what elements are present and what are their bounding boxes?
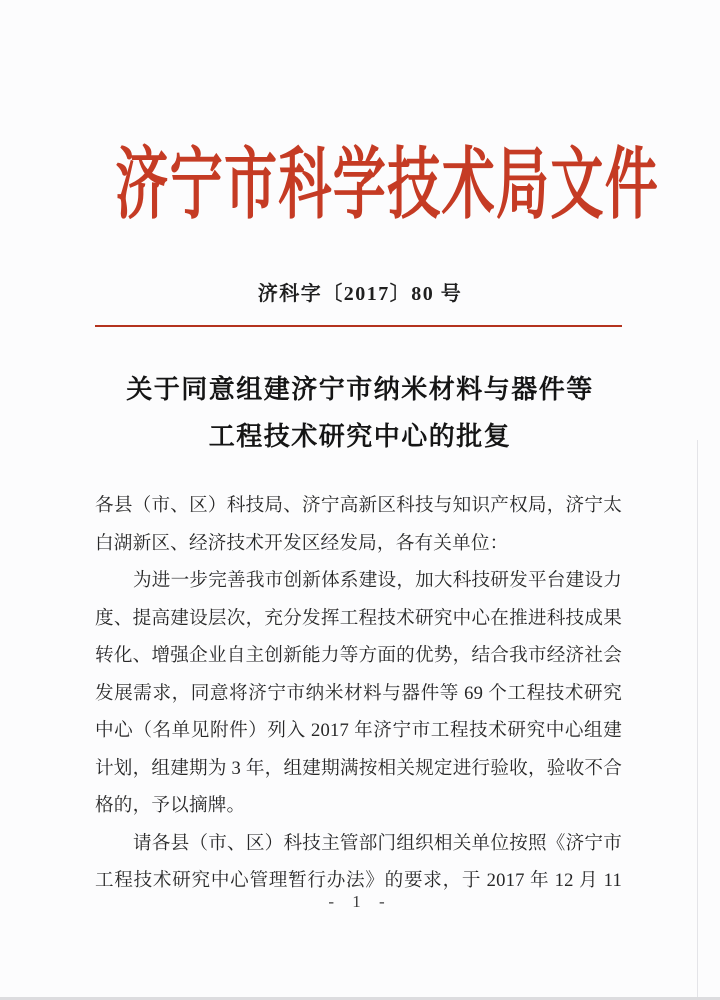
body-text-line: 计划，组建期为 3 年，组建期满按相关规定进行验收，验收不合: [95, 757, 622, 779]
body-text-line: 为进一步完善我市创新体系建设，加大科技研发平台建设力: [133, 570, 622, 591]
document-body: [95, 487, 622, 900]
document-title-line2: 工程技术研究中心的批复: [208, 422, 512, 451]
body-text-line: 发展需求，同意将济宁市纳米材料与器件等 69 个工程技术研究: [95, 682, 622, 704]
body-text-line: 转化、增强企业自主创新能力等方面的优势，结合我市经济社会: [95, 645, 622, 666]
body-text-line: 度、提高建设层次，充分发挥工程技术研究中心在推进科技成果: [95, 607, 622, 629]
body-text-line: 工程技术研究中心管理暂行办法》的要求，于 2017 年 12 月 11: [95, 870, 622, 891]
masthead-divider-line: [95, 325, 622, 327]
document-reference-number: 济科字〔2017〕80 号: [257, 283, 463, 305]
page-number: - 1 -: [328, 892, 392, 911]
body-text-line: 请各县（市、区）科技主管部门组织相关单位按照《济宁市: [133, 832, 622, 854]
body-text-line: 格的，予以摘牌。: [95, 795, 246, 816]
body-text-line: 白湖新区、经济技术开发区经发局，各有关单位：: [95, 532, 509, 554]
scan-artifact-right-edge: [697, 440, 698, 1000]
body-text-line: 中心（名单见附件）列入 2017 年济宁市工程技术研究中心组建: [95, 720, 622, 741]
document-title: [0, 366, 720, 460]
document-title-line1: 关于同意组建济宁市纳米材料与器件等: [126, 375, 594, 404]
body-text-line: 各县（市、区）科技局、济宁高新区科技与知识产权局，济宁太: [95, 495, 622, 516]
document-masthead-title: 济宁市科学技术局文件: [115, 141, 660, 228]
